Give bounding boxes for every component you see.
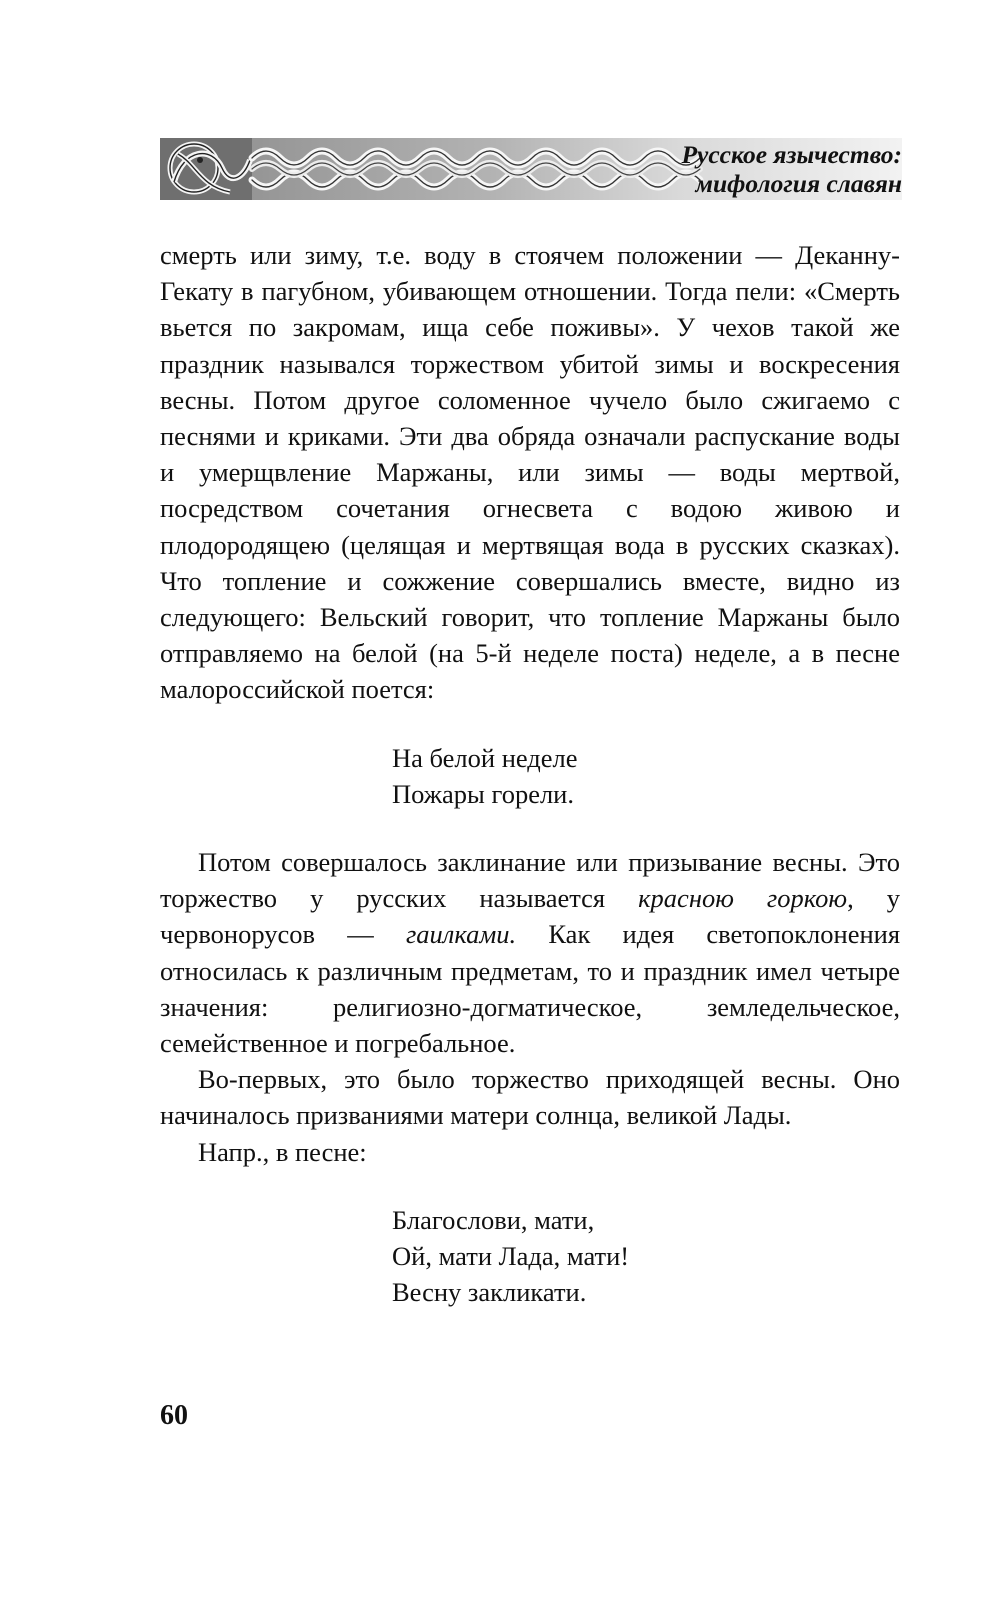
paragraph-3: Во-первых, это было торжество приходящей весны. Оно начиналось призваниями матери солнца, великой Лады.	[160, 1064, 900, 1131]
running-header	[160, 138, 902, 200]
verse-2-line-1: Благослови, мати,	[392, 1204, 595, 1235]
header-title-line1: Русское язычество:	[681, 140, 902, 169]
paragraph-2-part-c: Как идея светопоклонения относилась к различным предметам, то и праздник имел четыре значения: религиозно-догматическое, земледельческое, семейственное и погребальное.	[160, 919, 901, 1059]
paragraph-4: Напр., в песне:	[198, 1136, 367, 1167]
verse-2	[392, 1202, 900, 1311]
running-header-title	[681, 140, 902, 198]
verse-2-line-3: Весну закликати.	[392, 1277, 587, 1308]
paragraph-2-italic-2: гаилками.	[405, 919, 517, 950]
verse-1-line-1: На белой неделе	[392, 742, 578, 773]
paragraph-2-part-b: , у червонорусов —	[160, 883, 900, 950]
verse-2-line-2: Ой, мати Лада, мати!	[392, 1241, 630, 1272]
paragraph-2	[160, 844, 900, 1061]
verse-1-line-2: Пожары горели.	[392, 778, 574, 809]
paragraph-1: смерть или зиму, т.е. воду в стоячем положении — Деканну-Гекату в пагубном, убивающем отношении. Тогда пели: «Смерть вьется по закромам, ища себе поживы». У чехов такой же праздник назывался торжеством убитой зимы и воскресения весны. Потом другое соломенное чучело было сжигаемо с песнями и криками. Эти два обряда означали распускание воды и умерщвление Маржаны, или зимы — воды мертвой, посредством сочетания огнесвета с водою живою и плодородящею (целящая и мертвящая вода в русских сказках). Что топление и сожжение совершались вместе, видно из следующего: Вельский говорит, что топление Маржаны было отправляемо на белой (на 5-й неделе поста) неделе, а в песне малороссийской поется:	[160, 240, 900, 705]
page-number: 60	[160, 1400, 188, 1431]
main-text	[160, 237, 900, 1342]
header-title-line2: мифология славян	[695, 169, 902, 198]
paragraph-2-italic-1: красною горкою	[638, 883, 848, 914]
verse-1	[392, 740, 900, 812]
paragraph-2-part-a: Потом совершалось заклинание или призывание весны. Это торжество у русских называется	[160, 847, 900, 914]
